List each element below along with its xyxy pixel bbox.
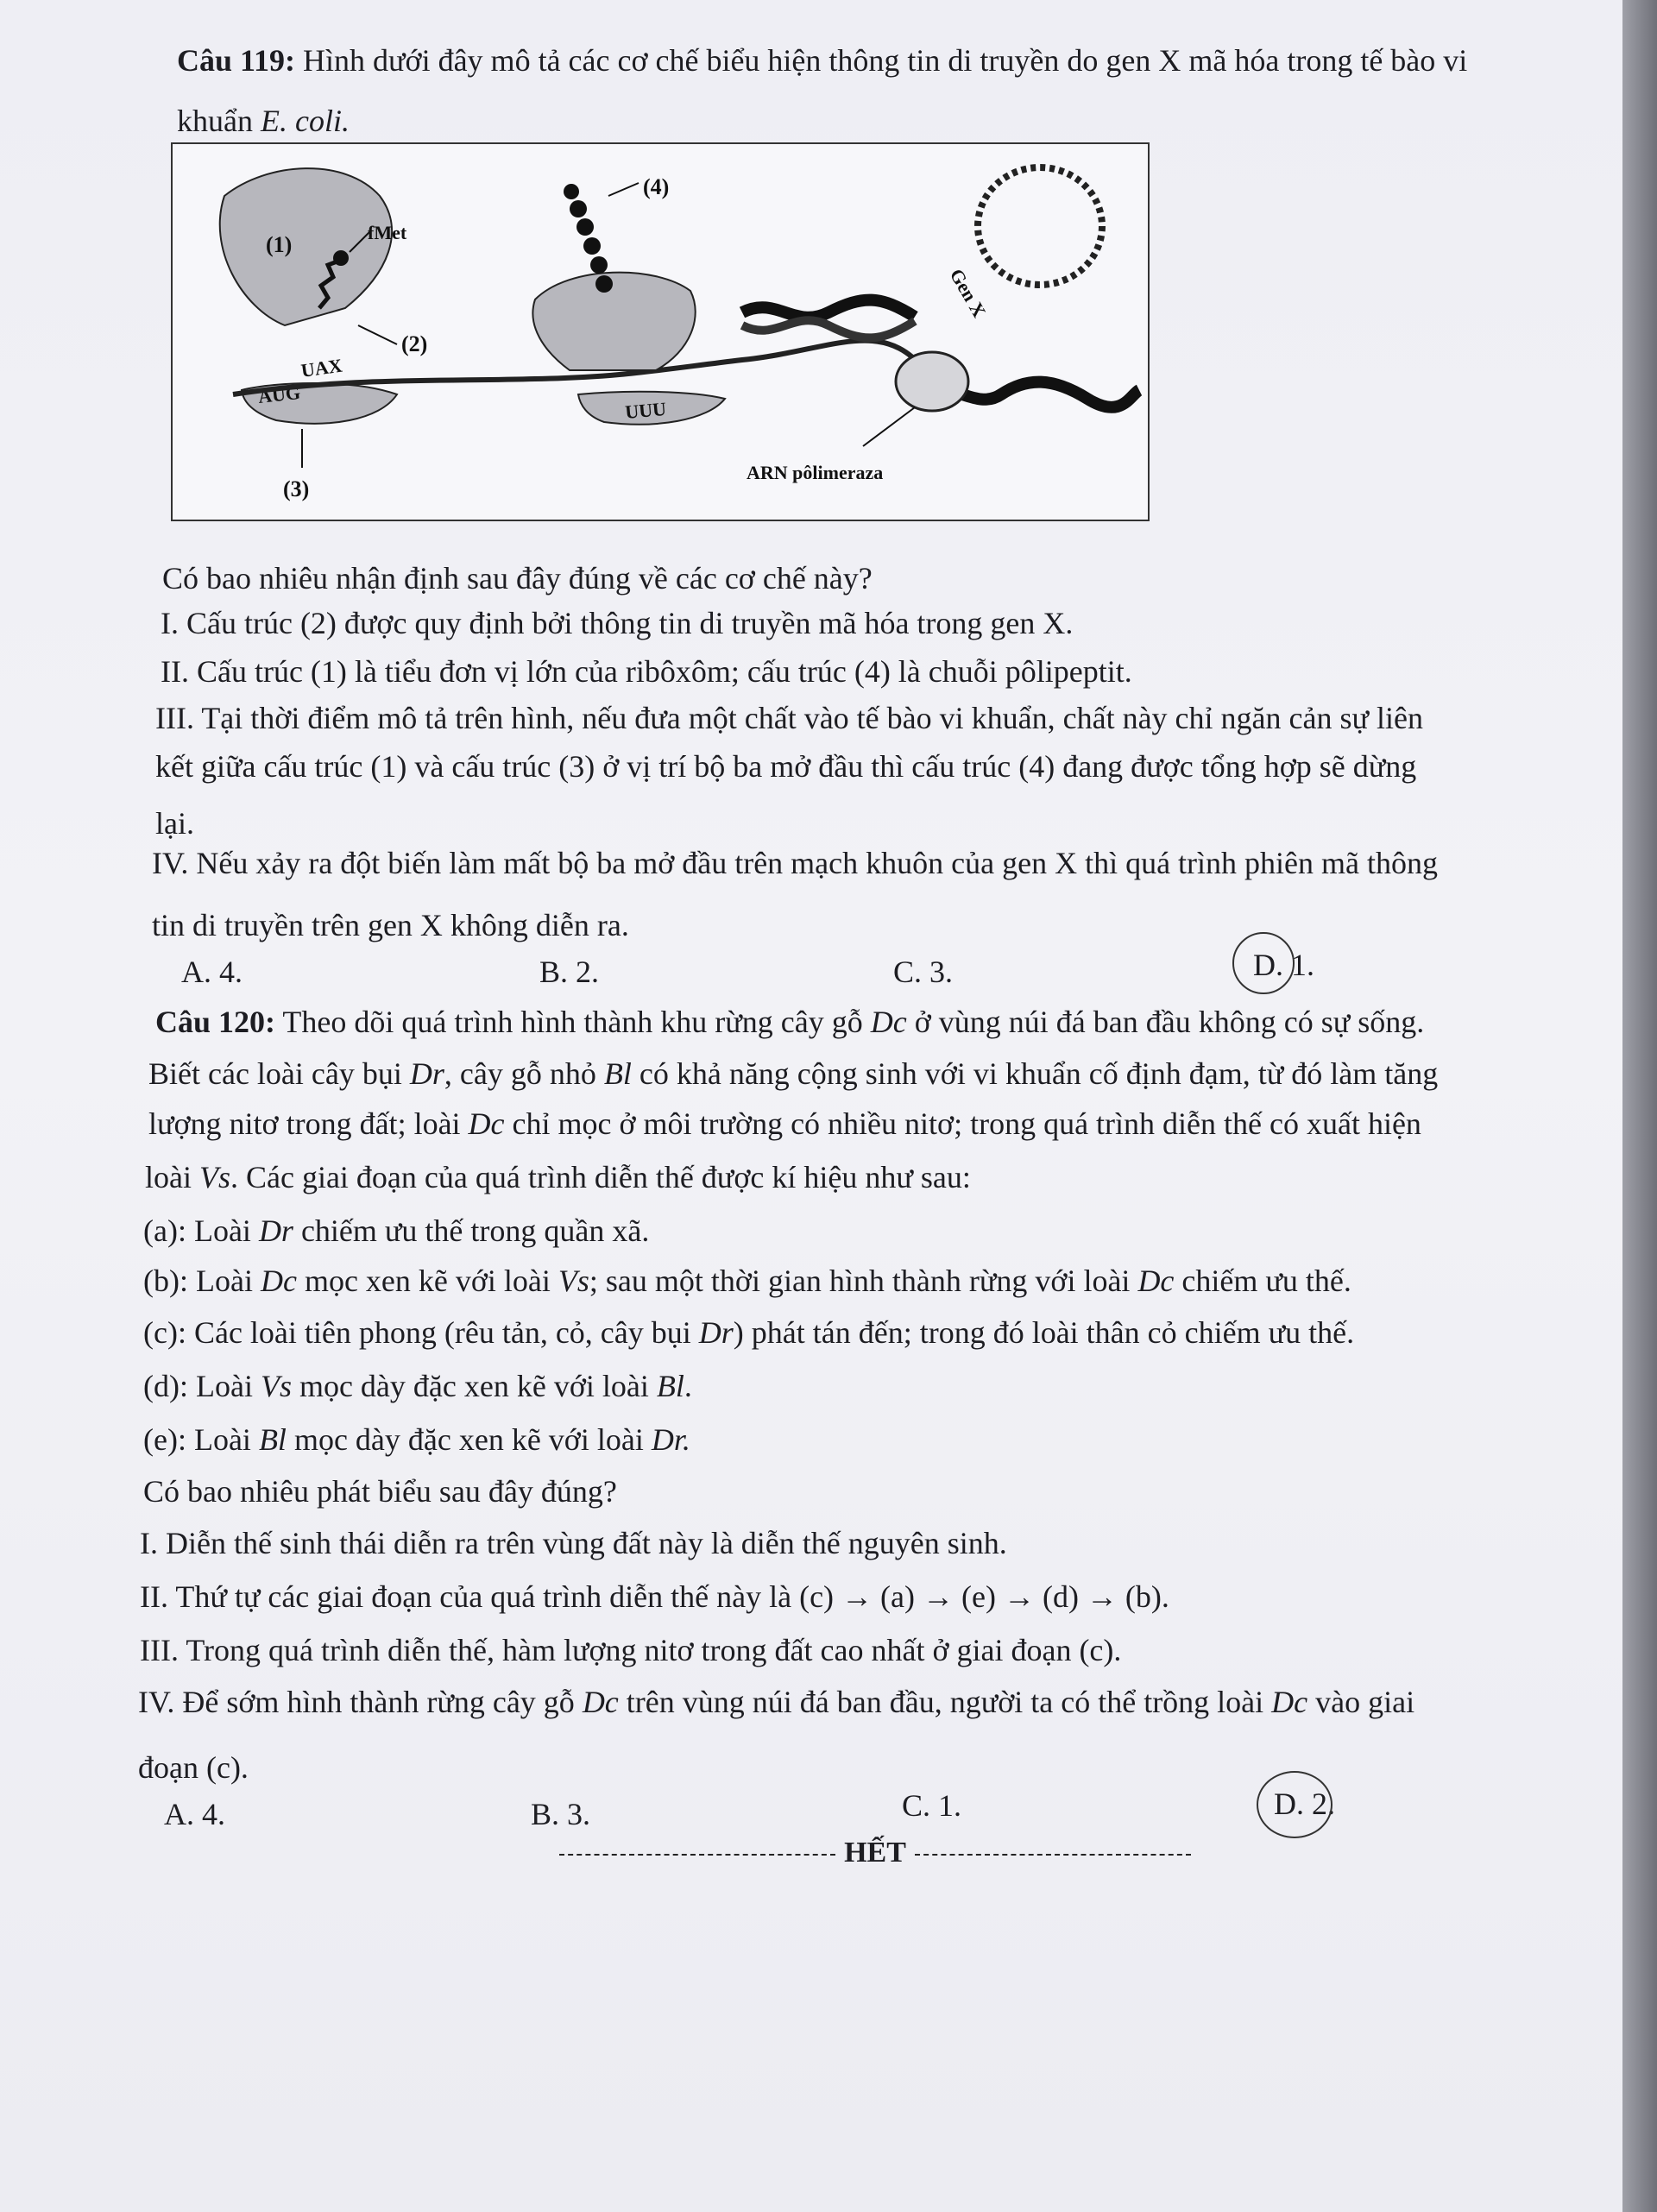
page-edge-shadow	[1622, 0, 1657, 2212]
q119-statement-3-line3: lại.	[155, 806, 194, 841]
q120-line4	[145, 1158, 971, 1196]
q119-statement-4-line1: IV. Nếu xảy ra đột biến làm mất bộ ba mở đầu trên mạch khuôn của gen X thì quá trình phiên mã thông	[152, 846, 1439, 880]
q119-option-c[interactable]: C. 3.	[893, 955, 954, 989]
q120-l2-b: Dr	[409, 1056, 444, 1091]
q120-l1-c: ở vùng núi đá ban đầu không có sự sống.	[906, 1005, 1425, 1039]
q119-option-b[interactable]: B. 2.	[539, 955, 600, 989]
aa-3	[576, 218, 594, 236]
stage-a-3: chiếm ưu thế trong quần xã.	[293, 1213, 650, 1248]
stage-b-6: Dc	[1137, 1264, 1175, 1298]
fmet-aminoacid-icon	[333, 250, 349, 266]
stage-d-1: (d): Loài	[143, 1369, 261, 1403]
aa-1	[564, 184, 579, 199]
stage-e-2: Bl	[258, 1422, 287, 1457]
q120-stage-b	[143, 1262, 1351, 1300]
q120-l3-c: chỉ mọc ở môi trường có nhiều nitơ; trong quá trình diễn thế có xuất hiện	[504, 1106, 1421, 1141]
q119-species: E. coli.	[260, 104, 350, 138]
stage-a-1: (a): Loài	[143, 1213, 259, 1248]
q120-l1-a: Theo dõi quá trình hình thành khu rừng cây gỗ	[282, 1005, 871, 1039]
q120-statement-4-line2: đoạn (c).	[138, 1750, 249, 1785]
q120-statement-2: II. Thứ tự các giai đoạn của quá trình diễn thế này là (c) → (a) → (e) → (d) → (b).	[140, 1579, 1169, 1614]
label-2: (2)	[401, 331, 428, 356]
q120-l3-a: lượng nitơ trong đất; loài	[148, 1106, 469, 1141]
label-3: (3)	[283, 476, 310, 501]
q120-prompt: Có bao nhiêu phát biểu sau đây đúng?	[143, 1474, 617, 1509]
stage-d-2: Vs	[260, 1369, 292, 1403]
rna-polymerase	[896, 352, 968, 411]
q120-l4-c: . Các giai đoạn của quá trình diễn thế được kí hiệu như sau:	[230, 1160, 971, 1194]
stage-b-5: ; sau một thời gian hình thành rừng với loài	[589, 1264, 1138, 1298]
q120-stage-e	[143, 1421, 690, 1459]
q119-statement-2: II. Cấu trúc (1) là tiểu đơn vị lớn của ribôxôm; cấu trúc (4) là chuỗi pôlipeptit.	[161, 654, 1132, 689]
rna-pol-pointer	[863, 407, 915, 446]
q120-l4-a: loài	[145, 1160, 199, 1194]
translation-diagram	[173, 144, 1148, 520]
q119-prompt: Có bao nhiêu nhận định sau đây đúng về các cơ chế này?	[162, 561, 873, 596]
end-dash-left	[559, 1854, 835, 1856]
circular-dna	[978, 167, 1102, 285]
stage-b-1: (b): Loài	[143, 1264, 261, 1298]
q119-stem-line1	[177, 41, 1467, 79]
q120-l2-a: Biết các loài cây bụi	[148, 1056, 410, 1091]
stage-e-3: mọc dày đặc xen kẽ với loài	[286, 1422, 652, 1457]
q119-figure	[171, 142, 1150, 521]
q120-line1	[155, 1003, 1424, 1041]
s4-part-a: IV. Để sớm hình thành rừng cây gỗ	[138, 1685, 583, 1719]
stage-a-2: Dr	[258, 1213, 293, 1248]
end-text: HẾT	[844, 1837, 906, 1869]
q120-l3-b: Dc	[468, 1106, 505, 1141]
stage-b-4: Vs	[558, 1264, 589, 1298]
ribosome-2-large	[532, 273, 695, 370]
q119-option-a[interactable]: A. 4.	[181, 955, 243, 989]
ribosome-large-subunit-1	[220, 168, 392, 325]
s4-part-c: trên vùng núi đá ban đầu, người ta có thể trồng loài	[618, 1685, 1272, 1719]
label-1: (1)	[266, 232, 293, 257]
pointer-2	[358, 325, 397, 344]
q120-option-b[interactable]: B. 3.	[531, 1797, 591, 1831]
q120-statement-4-line1	[138, 1683, 1414, 1721]
q119-selected-answer-circle	[1232, 932, 1295, 994]
end-dash-right	[915, 1854, 1191, 1856]
stage-c-2: Dr	[698, 1315, 734, 1350]
q120-stage-d	[143, 1367, 692, 1405]
stage-d-4: Bl	[656, 1369, 684, 1403]
fmet-label: fMet	[368, 222, 407, 243]
s4-part-e: vào giai	[1307, 1685, 1415, 1719]
q119-statement-3-line1: III. Tại thời điểm mô tả trên hình, nếu đưa một chất vào tế bào vi khuẩn, chất này chỉ ngăn cản sự liên	[155, 701, 1423, 735]
q120-l4-b: Vs	[198, 1160, 230, 1194]
aa-2	[570, 200, 587, 217]
q120-l2-e: có khả năng cộng sinh với vi khuẩn cố định đạm, từ đó làm tăng	[631, 1056, 1439, 1091]
q120-stage-c	[143, 1314, 1354, 1352]
dna-helix-strand-a	[742, 300, 915, 318]
q119-stem-line2	[177, 102, 350, 140]
q120-statement-3: III. Trong quá trình diễn thế, hàm lượng nitơ trong đất cao nhất ở giai đoạn (c).	[140, 1633, 1122, 1667]
q120-heading: Câu 120:	[155, 1005, 276, 1039]
aa-5	[590, 256, 608, 274]
codon-uuu: UUU	[624, 397, 667, 423]
stage-e-4: Dr.	[651, 1422, 690, 1457]
stage-b-2: Dc	[260, 1264, 297, 1298]
q120-selected-answer-circle	[1257, 1771, 1333, 1838]
q119-statement-4-line2: tin di truyền trên gen X không diễn ra.	[152, 908, 629, 942]
s4-part-d: Dc	[1271, 1685, 1308, 1719]
stage-d-5: .	[684, 1369, 692, 1403]
q120-line2	[148, 1055, 1438, 1093]
s4-part-b: Dc	[582, 1685, 619, 1719]
stage-c-3: ) phát tán đến; trong đó loài thân cỏ chiếm ưu thế.	[733, 1315, 1355, 1350]
pointer-4	[608, 183, 639, 196]
q119-option-d[interactable]: D. 1.	[1253, 948, 1314, 982]
q120-stage-a	[143, 1212, 649, 1250]
aa-6	[595, 275, 613, 293]
end-marker	[542, 1837, 1208, 1869]
q120-option-c[interactable]: C. 1.	[902, 1788, 962, 1823]
stage-c-1: (c): Các loài tiên phong (rêu tản, cỏ, cây bụi	[143, 1315, 699, 1350]
q119-stem-text: Hình dưới đây mô tả các cơ chế biểu hiện thông tin di truyền do gen X mã hóa trong tế bào vi	[303, 43, 1468, 78]
codon-uax: UAX	[299, 354, 343, 381]
gene-x-label: Gen X	[945, 265, 991, 321]
q120-line3	[148, 1105, 1421, 1143]
rna-polymerase-label: ARN pôlimeraza	[747, 462, 884, 483]
q120-statement-1: I. Diễn thế sinh thái diễn ra trên vùng đất này là diễn thế nguyên sinh.	[140, 1526, 1007, 1560]
q120-option-d[interactable]: D. 2.	[1274, 1787, 1335, 1821]
stage-b-7: chiếm ưu thế.	[1174, 1264, 1351, 1298]
stage-d-3: mọc dày đặc xen kẽ với loài	[291, 1369, 657, 1403]
stage-e-1: (e): Loài	[143, 1422, 259, 1457]
q120-l1-b: Dc	[870, 1005, 907, 1039]
q119-statement-3-line2: kết giữa cấu trúc (1) và cấu trúc (3) ở vị trí bộ ba mở đầu thì cấu trúc (4) đang được tổng hợp sẽ dừng	[155, 749, 1417, 784]
q120-l2-c: , cây gỗ nhỏ	[444, 1056, 604, 1091]
q120-option-a[interactable]: A. 4.	[164, 1797, 225, 1831]
label-4: (4)	[643, 174, 670, 199]
codon-aug: AUG	[256, 381, 302, 407]
aa-4	[583, 237, 601, 255]
q119-stem-text2: khuẩn	[177, 104, 261, 138]
q120-l2-d: Bl	[603, 1056, 632, 1091]
dna-helix-strand-b	[742, 320, 915, 337]
stage-b-3: mọc xen kẽ với loài	[296, 1264, 558, 1298]
q119-heading: Câu 119:	[177, 43, 296, 78]
q119-statement-1: I. Cấu trúc (2) được quy định bởi thông tin di truyền mã hóa trong gen X.	[161, 606, 1074, 640]
